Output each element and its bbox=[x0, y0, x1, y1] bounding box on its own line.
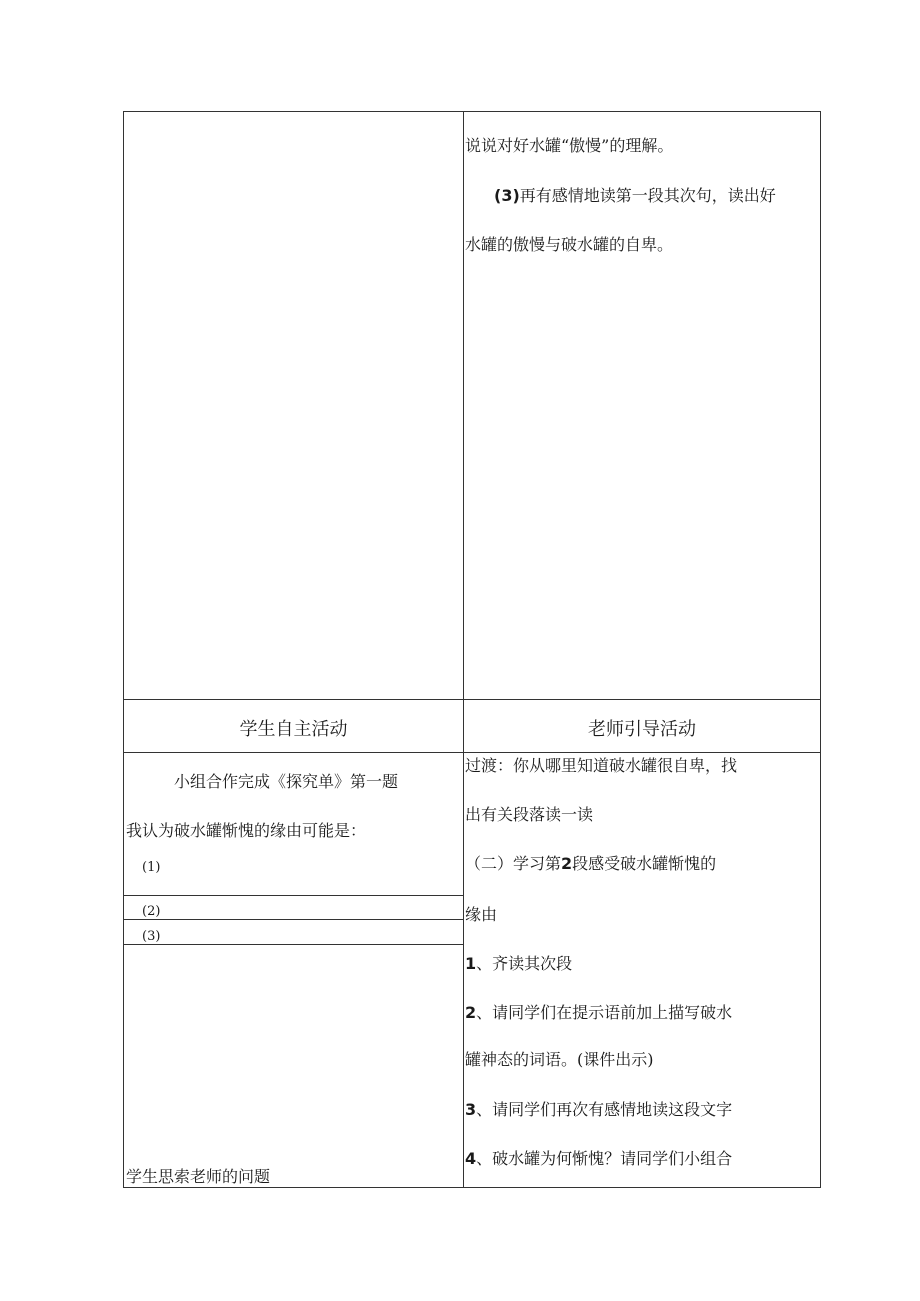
step-2-cont: 罐神态的词语。(课件出示) bbox=[465, 1050, 654, 1069]
section-two-cont: 缘由 bbox=[465, 905, 498, 924]
lesson-table bbox=[123, 111, 821, 1188]
column-divider bbox=[463, 112, 464, 1187]
blank-line-2 bbox=[124, 919, 463, 920]
section-two-title bbox=[465, 854, 716, 874]
step-4-text: 、破水罐为何惭愧？请同学们小组合 bbox=[476, 1149, 733, 1168]
header-top-border bbox=[124, 699, 820, 700]
upper-right-item3 bbox=[494, 186, 776, 206]
blank-2-label: (2) bbox=[142, 904, 161, 919]
step-3-text: 、请同学们再次有感情地读这段文字 bbox=[476, 1100, 733, 1119]
item3-number: (3) bbox=[494, 186, 520, 205]
step-2-text: 、请同学们在提示语前加上描写破水 bbox=[476, 1003, 733, 1022]
step-2 bbox=[465, 1003, 732, 1023]
step-3 bbox=[465, 1100, 732, 1120]
transition-line2: 出有关段落读一读 bbox=[465, 805, 594, 824]
section-post: 段感受破水罐惭愧的 bbox=[572, 854, 717, 873]
blank-3-label: (3) bbox=[142, 929, 161, 944]
blank-line-1 bbox=[124, 895, 463, 896]
step-2-number: 2 bbox=[465, 1003, 477, 1022]
transition-line1: 过渡：你从哪里知道破水罐很自卑，找 bbox=[465, 756, 738, 775]
upper-right-line1: 说说对好水罐“傲慢”的理解。 bbox=[465, 136, 674, 155]
step-1-number: 1 bbox=[465, 954, 477, 973]
blank-1-label: (1) bbox=[142, 860, 161, 875]
step-3-number: 3 bbox=[465, 1100, 477, 1119]
step-1-text: 、齐读其次段 bbox=[476, 954, 573, 973]
section-pre: （二）学习第 bbox=[465, 854, 562, 873]
item3-text: 再有感情地读第一段其次句，读出好 bbox=[519, 186, 776, 205]
step-1 bbox=[465, 954, 572, 974]
student-thinking: 学生思索老师的问题 bbox=[126, 1167, 271, 1186]
upper-right-item3-cont: 水罐的傲慢与破水罐的自卑。 bbox=[465, 235, 674, 254]
reason-prompt: 我认为破水罐惭愧的缘由可能是： bbox=[126, 821, 367, 840]
blank-line-3 bbox=[124, 944, 463, 945]
step-4-number: 4 bbox=[465, 1149, 477, 1168]
header-bottom-border bbox=[124, 752, 820, 753]
section-number: 2 bbox=[561, 854, 573, 873]
header-teacher-activity: 老师引导活动 bbox=[588, 719, 696, 740]
step-4 bbox=[465, 1149, 732, 1169]
group-task: 小组合作完成《探究单》第一题 bbox=[174, 772, 399, 791]
header-student-activity: 学生自主活动 bbox=[239, 719, 348, 740]
